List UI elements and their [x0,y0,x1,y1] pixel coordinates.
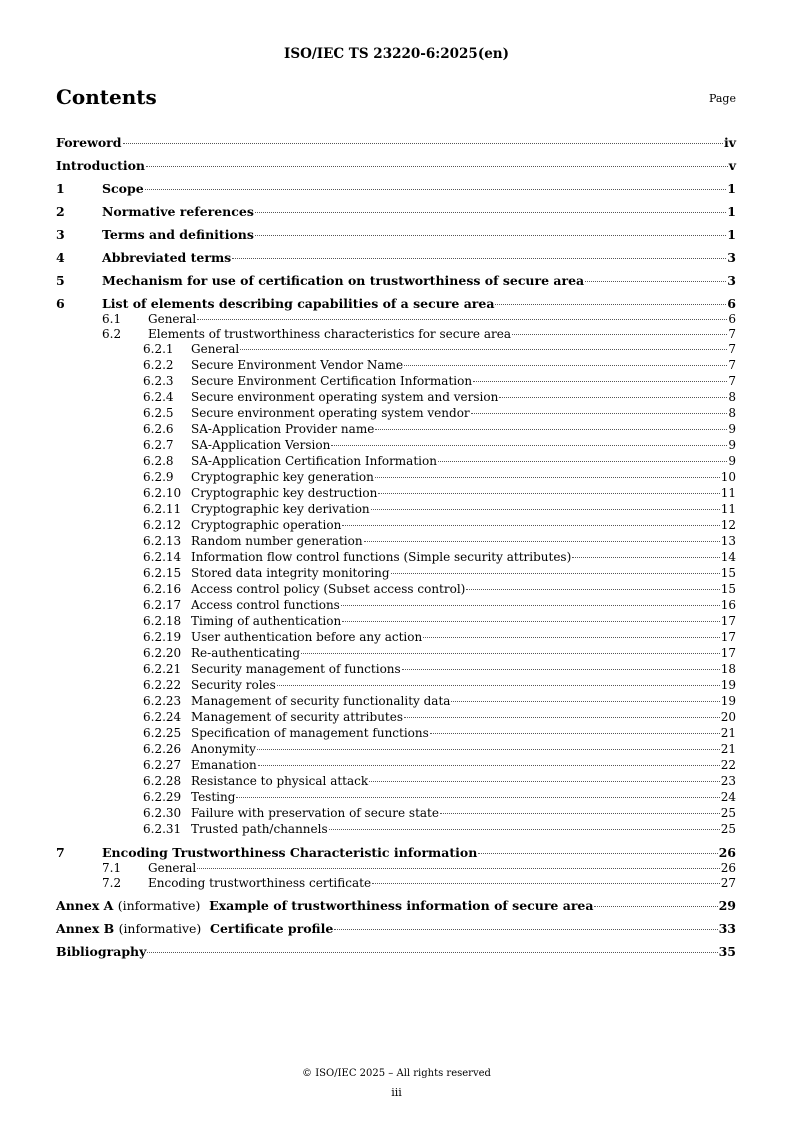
dot-leader [512,333,727,335]
toc-entry-page: 1 [727,181,736,196]
toc-entry[interactable] [56,374,736,390]
toc-entry-label: Cryptographic key generation [191,470,374,484]
toc-entry-number: 6.2.24 [143,710,182,724]
toc-entry-label: Scope [102,181,144,196]
toc-entry[interactable] [56,327,736,342]
toc-entry-label: SA-Application Version [191,438,331,452]
toc-entry[interactable] [56,406,736,422]
toc-entry-number: 6.2.10 [143,486,182,500]
toc-entry[interactable] [56,646,736,662]
toc-entry-page: 8 [728,390,736,404]
toc-entry-number: 6.2.18 [143,614,182,628]
page-column-label: Page [708,92,736,105]
toc-entry[interactable] [56,135,736,151]
toc-entry-number: 6.2.19 [143,630,182,644]
toc-entry-page: 6 [727,296,736,311]
toc-entry[interactable] [56,582,736,598]
toc-entry[interactable] [56,204,736,220]
dot-leader [375,428,727,430]
toc-entry-number: 6.2.8 [143,454,174,468]
dot-leader [255,234,726,236]
dot-leader [371,508,720,510]
toc-entry-label: Cryptographic key derivation [191,502,370,516]
document-id-header: ISO/IEC TS 23220-6:2025(en) [284,46,509,62]
toc-entry-number: 6.2.6 [143,422,174,436]
toc-entry-number: 6.2.12 [143,518,182,532]
toc-entry[interactable] [56,876,736,891]
toc-entry-number: 6.2.15 [143,566,182,580]
toc-entry-label: SA-Application Provider name [191,422,375,436]
toc-entry-label: Security management of functions [191,662,401,676]
toc-entry-number: 6.2.13 [143,534,182,548]
dot-leader [430,732,720,734]
toc-entry-label [56,898,593,913]
toc-entry[interactable] [56,630,736,646]
copyright-footer: © ISO/IEC 2025 – All rights reserved [302,1068,491,1079]
dot-leader [123,142,723,144]
toc-entry-number: 5 [56,273,65,288]
toc-entry-page: 16 [720,598,736,612]
toc-entry-page: 21 [720,726,736,740]
dot-leader [364,540,720,542]
toc-entry-label: Failure with preservation of secure state [191,806,439,820]
toc-entry-label: Encoding trustworthiness certificate [148,876,372,890]
toc-entry-label: Timing of authentication [191,614,342,628]
toc-entry-page: 6 [728,312,736,326]
toc-entry-label: Introduction [56,158,146,173]
toc-entry-page: 17 [720,630,736,644]
toc-entry[interactable] [56,845,736,861]
dot-leader [277,684,720,686]
toc-entry-label: Resistance to physical attack [191,774,369,788]
toc-entry[interactable] [56,710,736,726]
dot-leader [257,748,720,750]
toc-entry-number: 1 [56,181,65,196]
toc-entry-page: 21 [720,742,736,756]
toc-entry-number: 6.2.14 [143,550,182,564]
dot-leader [375,476,720,478]
dot-leader [473,380,727,382]
toc-entry[interactable] [56,273,736,289]
dot-leader [301,652,720,654]
toc-entry[interactable] [56,181,736,197]
toc-entry-page: 35 [718,944,736,959]
toc-entry-number: 6.2.26 [143,742,182,756]
toc-entry-label: User authentication before any action [191,630,423,644]
annex-title: Certificate profile [210,921,334,936]
toc-entry-label: Access control functions [191,598,340,612]
toc-entry-page: 26 [720,861,736,875]
dot-leader [341,604,720,606]
dot-leader [145,188,727,190]
toc-entry-page: 3 [727,273,736,288]
dot-leader [369,780,720,782]
toc-entry-label: Testing [191,790,236,804]
toc-entry-number: 6.2 [102,327,122,341]
table-of-contents [56,128,736,960]
toc-entry-label: Security roles [191,678,276,692]
toc-entry-number: 6 [56,296,65,311]
toc-entry-label: Trusted path/channels [191,822,328,836]
toc-entry-page: 19 [720,678,736,692]
toc-entry-number: 6.2.9 [143,470,174,484]
toc-entry-page: 26 [718,845,736,860]
toc-entry-page: 7 [728,374,736,388]
toc-entry[interactable] [56,614,736,630]
toc-entry-page: 8 [728,406,736,420]
toc-entry-label: Cryptographic operation [191,518,342,532]
toc-entry[interactable] [56,921,736,937]
toc-entry-label: Bibliography [56,944,147,959]
toc-entry-label: General [191,342,240,356]
dot-leader [478,852,717,854]
toc-entry-page: 29 [718,898,736,913]
dot-leader [197,318,727,320]
toc-entry-number: 6.2.2 [143,358,174,372]
toc-entry-page: 18 [720,662,736,676]
toc-entry-page: 17 [720,646,736,660]
toc-entry-number: 6.2.17 [143,598,182,612]
dot-leader [342,524,719,526]
dot-leader [240,348,727,350]
annex-note: (informative) [117,898,201,913]
toc-entry[interactable] [56,742,736,758]
toc-entry-number: 6.2.7 [143,438,174,452]
toc-entry-number: 6.2.22 [143,678,182,692]
toc-entry-label: Emanation [191,758,257,772]
dot-leader [402,668,720,670]
toc-entry-number: 7 [56,845,65,860]
toc-entry[interactable] [56,566,736,582]
toc-entry-number: 2 [56,204,65,219]
toc-entry-page: 11 [720,502,736,516]
dot-leader [378,492,719,494]
toc-entry-number: 6.2.3 [143,374,174,388]
annex-label: Annex A [56,898,114,913]
toc-entry-page: 19 [720,694,736,708]
toc-entry[interactable] [56,438,736,454]
dot-leader [423,636,720,638]
toc-entry-label: Management of security attributes [191,710,403,724]
toc-entry-label: Foreword [56,135,122,150]
toc-entry-label: General [148,861,197,875]
toc-entry-number: 6.2.29 [143,790,182,804]
toc-entry[interactable] [56,758,736,774]
toc-entry[interactable] [56,342,736,358]
toc-entry-number: 6.2.25 [143,726,182,740]
toc-entry-page: 7 [728,358,736,372]
toc-entry-page: iv [723,135,736,150]
dot-leader [391,572,720,574]
dot-leader [255,211,726,213]
toc-entry-page: 10 [720,470,736,484]
toc-entry-page: 3 [727,250,736,265]
toc-entry-label: List of elements describing capabilities of a secure area [102,296,495,311]
dot-leader [495,303,726,305]
page-title: Contents [56,85,157,109]
dot-leader [232,257,726,259]
toc-entry-number: 6.2.4 [143,390,174,404]
toc-entry-label: Secure environment operating system vendor [191,406,470,420]
toc-entry-label [56,921,333,936]
dot-leader [585,280,726,282]
dot-leader [372,882,720,884]
toc-entry-page: 7 [728,342,736,356]
toc-entry-page: 15 [720,582,736,596]
toc-entry[interactable] [56,662,736,678]
toc-entry-page: 25 [720,822,736,836]
toc-entry[interactable] [56,312,736,327]
toc-entry-number: 6.1 [102,312,122,326]
toc-entry-page: 11 [720,486,736,500]
toc-entry-page: 22 [720,758,736,772]
dot-leader [499,396,727,398]
dot-leader [404,364,727,366]
toc-entry[interactable] [56,790,736,806]
toc-entry[interactable] [56,944,736,960]
toc-entry-label: Management of security functionality data [191,694,451,708]
toc-entry-page: 9 [728,422,736,436]
toc-entry-number: 7.1 [102,861,122,875]
dot-leader [147,951,717,953]
dot-leader [466,588,719,590]
toc-entry-label: Abbreviated terms [102,250,232,265]
toc-entry-page: 27 [720,876,736,890]
dot-leader [438,460,727,462]
toc-entry-label: Secure environment operating system and version [191,390,499,404]
toc-entry-page: 25 [720,806,736,820]
dot-leader [342,620,720,622]
toc-entry-number: 6.2.11 [143,502,182,516]
toc-entry-label: Secure Environment Vendor Name [191,358,404,372]
toc-entry-number: 7.2 [102,876,122,890]
dot-leader [329,828,720,830]
dot-leader [404,716,720,718]
toc-entry[interactable] [56,774,736,790]
toc-entry[interactable] [56,518,736,534]
toc-entry[interactable] [56,898,736,914]
toc-entry-number: 6.2.30 [143,806,182,820]
toc-entry-page: 33 [718,921,736,936]
toc-entry-number: 6.2.5 [143,406,174,420]
toc-entry[interactable] [56,390,736,406]
annex-title: Example of trustworthiness information of secure area [209,898,594,913]
toc-entry-page: 9 [728,438,736,452]
dot-leader [471,412,728,414]
dot-leader [572,556,719,558]
toc-entry-label: Access control policy (Subset access control) [191,582,466,596]
toc-entry[interactable] [56,502,736,518]
annex-label: Annex B [56,921,115,936]
toc-entry-page: 13 [720,534,736,548]
toc-entry-label: Specification of management functions [191,726,429,740]
toc-entry-number: 3 [56,227,65,242]
toc-entry[interactable] [56,486,736,502]
toc-entry-label: SA-Application Certification Information [191,454,437,468]
dot-leader [451,700,719,702]
dot-leader [236,796,719,798]
toc-entry-label: Encoding Trustworthiness Characteristic information [102,845,478,860]
toc-entry[interactable] [56,470,736,486]
toc-entry-number: 4 [56,250,65,265]
toc-entry[interactable] [56,822,736,838]
toc-entry-page: 1 [727,204,736,219]
toc-entry-label: Anonymity [191,742,256,756]
dot-leader [594,905,717,907]
toc-entry-number: 6.2.27 [143,758,182,772]
toc-entry-number: 6.2.1 [143,342,174,356]
toc-entry[interactable] [56,694,736,710]
toc-entry-page: 7 [728,327,736,341]
toc-entry-page: 24 [720,790,736,804]
toc-entry-page: 12 [720,518,736,532]
toc-entry-page: 20 [720,710,736,724]
toc-entry-page: 15 [720,566,736,580]
toc-entry-label: Random number generation [191,534,363,548]
dot-leader [334,928,717,930]
toc-entry-number: 6.2.20 [143,646,182,660]
toc-entry-number: 6.2.23 [143,694,182,708]
toc-entry-label: Information flow control functions (Simple security attributes) [191,550,572,564]
toc-entry[interactable] [56,227,736,243]
toc-entry[interactable] [56,806,736,822]
toc-entry[interactable] [56,422,736,438]
toc-entry-label: Normative references [102,204,254,219]
page-number: iii [391,1086,402,1099]
toc-entry-label: General [148,312,197,326]
toc-entry-label: Stored data integrity monitoring [191,566,390,580]
toc-entry-page: 1 [727,227,736,242]
dot-leader [440,812,720,814]
toc-entry-label: Elements of trustworthiness characteristics for secure area [148,327,511,341]
toc-entry[interactable] [56,158,736,174]
toc-entry[interactable] [56,726,736,742]
toc-entry-label: Re-authenticating [191,646,301,660]
toc-entry[interactable] [56,534,736,550]
dot-leader [258,764,720,766]
toc-entry-page: 14 [720,550,736,564]
toc-entry[interactable] [56,296,736,312]
toc-entry-label: Secure Environment Certification Information [191,374,473,388]
dot-leader [197,867,719,869]
toc-entry-number: 6.2.31 [143,822,182,836]
toc-entry-label: Cryptographic key destruction [191,486,378,500]
dot-leader [146,165,728,167]
toc-entry-page: 9 [728,454,736,468]
toc-entry-number: 6.2.28 [143,774,182,788]
toc-entry-label: Terms and definitions [102,227,254,242]
toc-entry[interactable] [56,678,736,694]
toc-entry[interactable] [56,598,736,614]
dot-leader [331,444,727,446]
toc-entry-number: 6.2.21 [143,662,182,676]
toc-entry-page: v [728,158,736,173]
toc-entry-page: 17 [720,614,736,628]
toc-entry-label: Mechanism for use of certification on trustworthiness of secure area [102,273,585,288]
toc-entry[interactable] [56,861,736,876]
toc-entry[interactable] [56,454,736,470]
toc-entry-number: 6.2.16 [143,582,182,596]
toc-entry-page: 23 [720,774,736,788]
toc-entry[interactable] [56,358,736,374]
toc-entry[interactable] [56,550,736,566]
toc-entry[interactable] [56,250,736,266]
annex-note: (informative) [118,921,202,936]
